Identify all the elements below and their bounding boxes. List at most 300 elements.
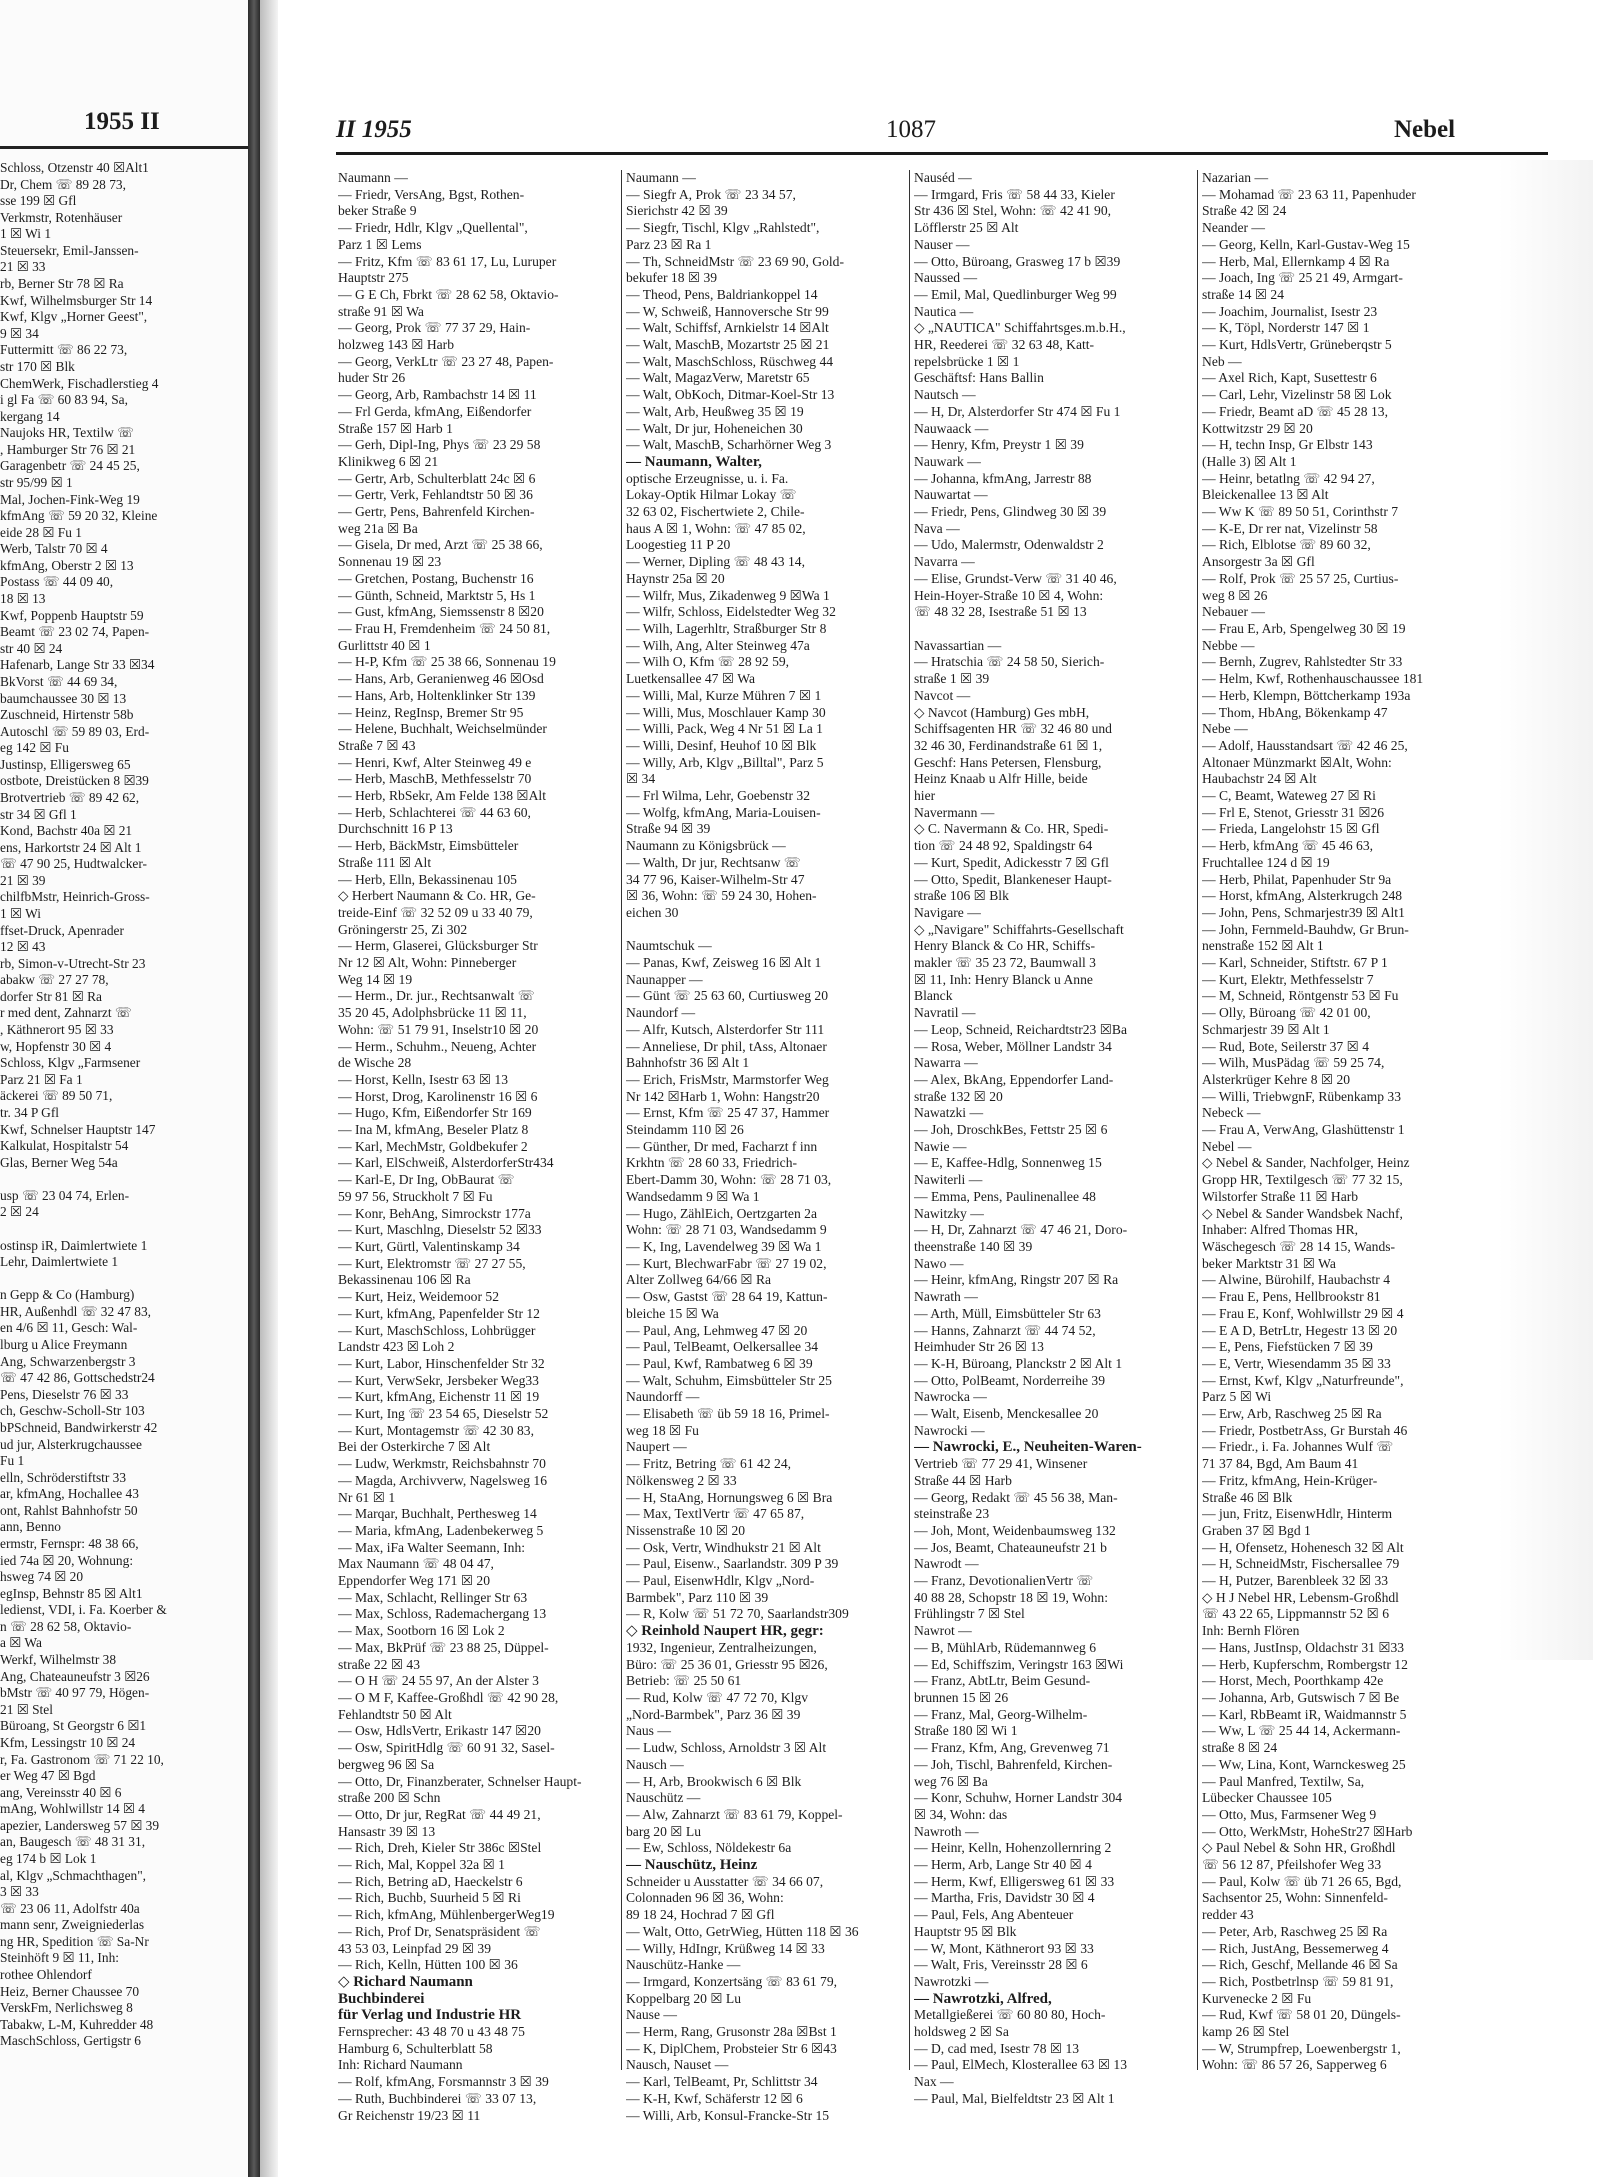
directory-entry-line: — Walt, ObKoch, Ditmar-Koel-Str 13 — [626, 387, 835, 403]
surname-heading: Naunapper — — [626, 971, 703, 987]
left-entry-line: Parz 21 ☒ Fa 1 — [0, 1071, 83, 1087]
directory-entry-line: ◇ Navcot (Hamburg) Ges mbH, — [914, 704, 1090, 720]
directory-entry-line: — C, Beamt, Wateweg 27 ☒ Ri — [1202, 788, 1376, 804]
left-entry-line: MaschSchloss, Gertigstr 6 — [0, 2033, 141, 2049]
directory-entry-line: — Maria, kfmAng, Ladenbekerweg 5 — [338, 1522, 544, 1538]
directory-entry-line: Alsterkrüger Kehre 8 ☒ 20 — [1202, 1071, 1351, 1087]
directory-entry-line: — Kurt, Gürtl, Valentinskamp 34 — [338, 1239, 520, 1254]
directory-entry-line: — Willy, Arb, Klgv „Billtal", Parz 5 — [626, 754, 824, 770]
directory-entry-line: Straße 157 ☒ Harb 1 — [338, 420, 453, 436]
surname-heading: Nebe — — [1202, 721, 1248, 737]
left-entry-line: ng HR, Spedition ☏ Sa-Nr — [0, 1933, 149, 1949]
directory-entry-line: ◇ „NAUTICA" Schiffahrtsges.m.b.H., — [914, 320, 1126, 336]
left-entry-line: VerskFm, Nerlichsweg 8 — [0, 2000, 133, 2016]
directory-entry-line: Gröningerstr 25, Zi 302 — [338, 921, 468, 937]
directory-entry-line: — Gertr, Arb, Schulterblatt 24c ☒ 6 — [338, 470, 536, 486]
surname-heading: Nawrath — — [914, 1289, 978, 1305]
left-entry-line: 21 ☒ 39 — [0, 872, 46, 888]
directory-entry-line: — K-H, Büroang, Planckstr 2 ☒ Alt 1 — [914, 1355, 1123, 1371]
directory-entry-line: — Fritz, kfmAng, Hein-Krüger- — [1202, 1472, 1378, 1488]
directory-entry-line: — Ww, Lina, Kont, Warnckesweg 25 — [1202, 1756, 1406, 1772]
surname-heading: Nebeck — — [1202, 1105, 1261, 1121]
directory-entry-line: Inh: Bernh Flören — [1202, 1623, 1300, 1639]
directory-entry-line: — Kurt, Labor, Hinschenfelder Str 32 — [338, 1355, 545, 1371]
left-entry-line: HR, Außenhdl ☏ 32 47 83, — [0, 1303, 152, 1319]
directory-entry-line: Weg 14 ☒ 19 — [338, 971, 413, 987]
left-entry-line: ☏ 47 42 86, Gottschedstr24 — [0, 1370, 155, 1386]
directory-entry-line: — Otto, PolBeamt, Norderreihe 39 — [914, 1372, 1106, 1388]
directory-entry-line: ◇ Richard Naumann — [338, 1973, 473, 1990]
directory-entry-line: — Kurt, Spedit, Adickesstr 7 ☒ Gfl — [914, 854, 1109, 870]
directory-entry-line: — M, Schneid, Röntgenstr 53 ☒ Fu — [1202, 988, 1399, 1004]
directory-entry-line: optische Erzeugnisse, u. i. Fa. — [626, 470, 789, 486]
left-entry-line: 3 ☒ 33 — [0, 1884, 39, 1900]
directory-entry-line: Wilstorfer Straße 11 ☒ Harb — [1202, 1188, 1359, 1204]
surname-heading: Navigare — — [914, 904, 981, 920]
surname-heading: Nebauer — — [1202, 604, 1266, 620]
left-entry-line: Ang, Schwarzenbergstr 3 — [0, 1353, 136, 1369]
left-entry-line: ann, Benno — [0, 1519, 61, 1535]
directory-entry-line: — Otto, Spedit, Blankeneser Haupt- — [914, 871, 1112, 887]
left-entry-line: lburg u Alice Freymann — [0, 1337, 128, 1353]
surname-heading: Naundorf — — [626, 1005, 696, 1021]
left-entry-line: Werkf, Wilhelmstr 38 — [0, 1652, 117, 1668]
directory-entry-line: — Rosa, Weber, Möllner Landstr 34 — [914, 1038, 1112, 1054]
directory-entry-line: — Th, SchneidMstr ☏ 23 69 90, Gold- — [626, 253, 845, 269]
directory-entry-line: steinstraße 23 — [914, 1506, 990, 1522]
directory-entry-line: — Carl, Lehr, Vizelinstr 58 ☒ Lok — [1202, 387, 1392, 403]
left-header-rule — [0, 146, 248, 149]
directory-entry-line: Barmbek", Parz 110 ☒ 39 — [626, 1589, 769, 1605]
directory-entry-line: für Verlag und Industrie HR — [338, 2007, 522, 2024]
directory-entry-line: — Herb, Elln, Bekassinenau 105 — [338, 871, 517, 887]
directory-entry-line: — Ludw, Werkmstr, Reichsbahnstr 70 — [338, 1456, 546, 1472]
directory-entry-line: — Karl, ElSchweiß, AlsterdorferStr434 — [338, 1155, 554, 1171]
directory-entry-line: — Walt, MaschB, Scharhörner Weg 3 — [626, 437, 832, 453]
directory-entry-line: redder 43 — [1202, 1907, 1254, 1923]
directory-entry-line: — Ww, L ☏ 25 44 14, Ackermann- — [1202, 1723, 1401, 1739]
surname-heading: Naundorff — — [626, 1389, 700, 1405]
directory-entry-line: haus A ☒ 1, Wohn: ☏ 47 85 02, — [626, 520, 806, 536]
directory-entry-line: — Irmgard, Fris ☏ 58 44 33, Kieler — [914, 186, 1115, 202]
left-entry-line: Tabakw, L-M, Kuhredder 48 — [0, 2016, 154, 2032]
directory-entry-line: ◇ Nebel & Sander, Nachfolger, Heinz — [1202, 1155, 1410, 1171]
directory-entry-line: weg 18 ☒ Fu — [626, 1422, 699, 1438]
directory-entry-line: — Max, Schlacht, Rellinger Str 63 — [338, 1589, 528, 1605]
left-entry-line: Heiz, Berner Chaussee 70 — [0, 1983, 140, 1999]
left-entry-line: ud jur, Alsterkrugchaussee — [0, 1436, 142, 1452]
directory-entry-line: beker Straße 9 — [338, 203, 417, 219]
left-entry-line: 2 ☒ 24 — [0, 1204, 39, 1220]
directory-entry-line: ◇ Reinhold Naupert HR, gegr: — [626, 1623, 824, 1640]
directory-entry-line: — Herb, BäckMstr, Eimsbütteler — [338, 838, 519, 854]
directory-entry-line: — Friedr, PostbetrAss, Gr Burstah 46 — [1202, 1422, 1408, 1438]
directory-entry-line: — Herm, Glaserei, Glücksburger Str — [338, 938, 538, 954]
left-entry-line: eide 28 ☒ Fu 1 — [0, 524, 82, 540]
directory-entry-line: weg 21a ☒ Ba — [338, 520, 418, 536]
directory-entry-line: — K, DiplChem, Probsteier Str 6 ☒43 — [626, 2040, 837, 2056]
surname-heading: Nawrocki — — [914, 1422, 985, 1438]
directory-entry-line: — Willi, Pack, Weg 4 Nr 51 ☒ La 1 — [626, 721, 823, 737]
directory-entry-line: — Hans, Arb, Geranienweg 46 ☒Osd — [338, 671, 544, 687]
directory-entry-line: holzweg 143 ☒ Harb — [338, 337, 454, 353]
directory-entry-line: — Peter, Arb, Raschweg 25 ☒ Ra — [1202, 1923, 1388, 1939]
left-entry-line: Kond, Bachstr 40a ☒ 21 — [0, 823, 133, 839]
directory-entry-line: — Marqar, Buchhalt, Perthesweg 14 — [338, 1506, 537, 1522]
directory-entry-line — [914, 621, 1204, 638]
directory-entry-line: — Adolf, Hausstandsart ☏ 42 46 25, — [1202, 737, 1408, 753]
directory-entry-line: — Rolf, Prok ☏ 25 57 25, Curtius- — [1202, 570, 1399, 586]
directory-entry-line: — H, StaAng, Hornungsweg 6 ☒ Bra — [626, 1489, 833, 1505]
directory-entry-line: 40 88 28, Schopstr 18 ☒ 19, Wohn: — [914, 1589, 1108, 1605]
left-entry-line: ar, kfmAng, Hochallee 43 — [0, 1486, 139, 1502]
directory-entry-line: — Rich, Dreh, Kieler Str 386c ☒Stel — [338, 1840, 542, 1856]
directory-entry-line — [626, 922, 916, 939]
directory-entry-line: — Max, iFa Walter Seemann, Inh: — [338, 1539, 526, 1555]
directory-entry-line: — Walt, Otto, GetrWieg, Hütten 118 ☒ 36 — [626, 1923, 859, 1939]
directory-entry-line: — Walt, Schuhm, Eimsbütteler Str 25 — [626, 1372, 832, 1388]
left-entry-line: ChemWerk, Fischadlerstieg 4 — [0, 375, 159, 391]
surname-heading: Nawarra — — [914, 1055, 978, 1071]
directory-entry-line: — Paul Manfred, Textilw, Sa, — [1202, 1773, 1365, 1789]
directory-entry-line: Steindamm 110 ☒ 26 — [626, 1122, 744, 1138]
directory-entry-line: bekufer 18 ☒ 39 — [626, 270, 718, 286]
directory-entry-line: — Herb, Philat, Papenhuder Str 9a — [1202, 871, 1392, 887]
directory-entry-line: — Nawrocki, E., Neuheiten-Waren- — [914, 1439, 1142, 1456]
directory-entry-line: 71 37 84, Bgd, Am Baum 41 — [1202, 1456, 1359, 1472]
directory-entry-line: ◇ H J Nebel HR, Lebensm-Großhdl — [1202, 1589, 1399, 1605]
right-page — [278, 0, 1600, 2177]
directory-entry-line: — Paul, Fels, Ang Abenteuer — [914, 1907, 1074, 1923]
left-entry-line: ens, Harkortstr 24 ☒ Alt 1 — [0, 839, 142, 855]
directory-entry-line: — Karl, Schneider, Stiftstr. 67 P 1 — [1202, 955, 1388, 971]
book-gutter — [248, 0, 260, 2177]
directory-entry-line: — Panas, Kwf, Zeisweg 16 ☒ Alt 1 — [626, 955, 822, 971]
directory-entry-line: — Leop, Schneid, Reichardtstr23 ☒Ba — [914, 1021, 1128, 1037]
directory-entry-line: — Henry, Kfm, Preystr 1 ☒ 39 — [914, 437, 1084, 453]
left-entry-line: Fu 1 — [0, 1453, 25, 1469]
left-entry-line: Zuschneid, Hirtenstr 58b — [0, 707, 134, 723]
directory-entry-line: — Johanna, Arb, Gutswisch 7 ☒ Be — [1202, 1689, 1400, 1705]
directory-entry-line: — Kurt, HdlsVertr, Grüneberqstr 5 — [1202, 337, 1392, 353]
directory-entry-line: Metallgießerei ☏ 60 80 80, Hoch- — [914, 2007, 1106, 2023]
directory-entry-line: — Horst, Kelln, Isestr 63 ☒ 13 — [338, 1071, 509, 1087]
directory-entry-line: — Fritz, Betring ☏ 61 42 24, — [626, 1456, 792, 1472]
left-entry-line: 9 ☒ 34 — [0, 325, 39, 341]
directory-entry-line: Fehlandtstr 50 ☒ Alt — [338, 1706, 452, 1722]
left-entry-line: n ☏ 28 62 58, Oktavio- — [0, 1618, 132, 1634]
directory-entry-line: — Frl Gerda, kfmAng, Eißendorfer — [338, 403, 532, 419]
directory-entry-line: Hansastr 39 ☒ 13 — [338, 1823, 436, 1839]
directory-entry-line: Schiffsagenten HR ☏ 32 46 80 und — [914, 721, 1112, 737]
left-entry-line: chilfbMstr, Heinrich-Gross- — [0, 889, 150, 905]
left-entry-line: a ☒ Wa — [0, 1635, 42, 1651]
directory-entry-line: — Wilh, MusPädag ☏ 59 25 74, — [1202, 1055, 1385, 1071]
directory-entry-line: — Rich, Prof Dr, Senatspräsident ☏ — [338, 1923, 541, 1939]
surname-heading: Nawrocka — — [914, 1389, 987, 1405]
directory-entry-line: Durchschnitt 16 P 13 — [338, 821, 453, 837]
directory-entry-line: — Herb, Klempn, Böttcherkamp 193a — [1202, 687, 1411, 703]
directory-entry-line: — H, SchneidMstr, Fischersallee 79 — [1202, 1556, 1400, 1572]
directory-entry-line: — Paul, Kolw ☏ üb 71 26 65, Bgd, — [1202, 1873, 1402, 1889]
directory-entry-line: — Kurt, Elektr, Methfesselstr 7 — [1202, 971, 1374, 987]
directory-entry-line: — K-E, Dr rer nat, Vizelinstr 58 — [1202, 520, 1378, 536]
directory-entry-line: Straße 94 ☒ 39 — [626, 821, 711, 837]
directory-entry-line: — Max, TextlVertr ☏ 47 65 87, — [626, 1506, 805, 1522]
directory-entry-line: theenstraße 140 ☒ 39 — [914, 1239, 1033, 1254]
directory-entry-line: — Friedr, VersAng, Bgst, Rothen- — [338, 186, 525, 202]
directory-entry-line: Geschäftsf: Hans Ballin — [914, 370, 1044, 386]
directory-entry-line: — Frieda, Langelohstr 15 ☒ Gfl — [1202, 821, 1380, 837]
directory-entry-line: — Karl-E, Dr Ing, ObBaurat ☏ — [338, 1172, 515, 1188]
directory-entry-line: — Wilh, Ang, Alter Steinweg 47a — [626, 637, 810, 653]
directory-entry-line: — Rud, Bote, Seilerstr 37 ☒ 4 — [1202, 1038, 1369, 1054]
directory-entry-line: Koppelbarg 20 ☒ Lu — [626, 1990, 742, 2006]
directory-entry-line: — Gisela, Dr med, Arzt ☏ 25 38 66, — [338, 537, 543, 553]
left-entry-line: rb, Berner Str 78 ☒ Ra — [0, 276, 124, 292]
directory-entry-line: Wandsedamm 9 ☒ Wa 1 — [626, 1188, 760, 1204]
directory-entry-line: Haynstr 25a ☒ 20 — [626, 570, 725, 586]
directory-entry-line: — G E Ch, Fbrkt ☏ 28 62 58, Oktavio- — [338, 286, 559, 302]
surname-heading: Neander — — [1202, 220, 1266, 236]
directory-entry-line: — H, Dr, Zahnarzt ☏ 47 46 21, Doro- — [914, 1222, 1128, 1238]
directory-entry-line: 35 20 45, Adolphsbrücke 11 ☒ 11, — [338, 1005, 527, 1021]
directory-entry-line: Buchbinderei — [338, 1990, 425, 2007]
directory-entry-line: — Siegfr A, Prok ☏ 23 34 57, — [626, 186, 796, 202]
directory-entry-line: — Frau E, Pens, Hellbrookstr 81 — [1202, 1289, 1381, 1305]
directory-entry-line: HR, Reederei ☏ 32 63 48, Katt- — [914, 337, 1095, 353]
directory-entry-line: — Rich, Betring aD, Haeckelstr 6 — [338, 1873, 523, 1889]
directory-entry-line: ◇ Herbert Naumann & Co. HR, Ge- — [338, 888, 536, 904]
left-entry-line: bMstr ☏ 40 97 79, Högen- — [0, 1685, 150, 1701]
directory-entry-line: Altonaer Münzmarkt ☒Alt, Wohn: — [1202, 754, 1392, 770]
left-entry-line: ermstr, Fernspr: 48 38 66, — [0, 1535, 139, 1551]
directory-entry-line: Straße 7 ☒ 43 — [338, 737, 416, 753]
directory-entry-line: Straße 46 ☒ Blk — [1202, 1489, 1293, 1505]
directory-entry-line: — Herb, Kupferschm, Rombergstr 12 — [1202, 1656, 1408, 1672]
directory-entry-line: — Kurt, BlechwarFabr ☏ 27 19 02, — [626, 1255, 827, 1271]
directory-entry-line: — Herb, Mal, Ellernkamp 4 ☒ Ra — [1202, 253, 1390, 269]
page-number: 1087 — [886, 116, 936, 143]
directory-entry-line: ☒ 34 — [626, 771, 656, 787]
directory-entry-line: — Hans, Arb, Holtenklinker Str 139 — [338, 687, 536, 703]
directory-entry-line: — Wilfr, Mus, Zikadenweg 9 ☒Wa 1 — [626, 587, 830, 603]
directory-entry-line: — H, Ofensetz, Hohenesch 32 ☒ Alt — [1202, 1539, 1404, 1555]
directory-entry-line: Vertrieb ☏ 77 29 41, Winsener — [914, 1456, 1088, 1472]
directory-entry-line: Hamburg 6, Schulterblatt 58 — [338, 2040, 493, 2056]
directory-entry-line: — Udo, Malermstr, Odenwaldstr 2 — [914, 537, 1104, 553]
left-entry-line — [0, 1221, 240, 1238]
directory-entry-line: treide-Einf ☏ 32 52 09 u 33 40 79, — [338, 904, 533, 920]
directory-entry-line: — Rich, Buchb, Suurheid 5 ☒ Ri — [338, 1890, 521, 1906]
left-entry-line: ledienst, VDI, i. Fa. Koerber & — [0, 1602, 167, 1618]
directory-entry-line: straße 14 ☒ 24 — [1202, 286, 1285, 302]
directory-entry-line: — K-H, Kwf, Schäferstr 12 ☒ 6 — [626, 2090, 803, 2106]
left-entry-line — [0, 1171, 240, 1188]
directory-entry-line: — Gust, kfmAng, Siemssenstr 8 ☒20 — [338, 604, 544, 620]
directory-entry-line: — Paul, EisenwHdlr, Klgv „Nord- — [626, 1573, 815, 1589]
left-entry-line: kfmAng, Oberstr 2 ☒ 13 — [0, 557, 134, 573]
left-page-fragment — [0, 0, 248, 2177]
directory-column-3 — [914, 170, 1204, 2108]
directory-entry-line: — Ernst, Kfm ☏ 25 47 37, Hammer — [626, 1105, 830, 1121]
surname-heading: Nawatzki — — [914, 1105, 984, 1121]
directory-entry-line: — Heinr, Kelln, Hohenzollernring 2 — [914, 1840, 1112, 1856]
directory-entry-line: bleiche 15 ☒ Wa — [626, 1305, 719, 1321]
directory-entry-line: — Paul, Ang, Lehmweg 47 ☒ 20 — [626, 1322, 808, 1338]
directory-entry-line: Betrieb: ☏ 25 50 61 — [626, 1673, 742, 1689]
directory-entry-line: 32 46 30, Ferdinandstraße 61 ☒ 1, — [914, 737, 1103, 753]
directory-entry-line: — W, Strumpfrep, Loewenbergstr 1, — [1202, 2040, 1401, 2056]
directory-entry-line: Fernsprecher: 43 48 70 u 43 48 75 — [338, 2024, 525, 2040]
directory-entry-line: Alter Zollweg 64/66 ☒ Ra — [626, 1272, 772, 1288]
left-entry-line: Kwf, Klgv „Horner Geest", — [0, 309, 148, 325]
left-entry-line: kergang 14 — [0, 408, 60, 424]
gutter-shadow — [260, 0, 278, 2177]
directory-entry-line: — Günt ☏ 25 63 60, Curtiusweg 20 — [626, 988, 829, 1004]
directory-entry-line: 89 18 24, Hochrad 7 ☒ Gfl — [626, 1907, 775, 1923]
directory-entry-line: — Gertr, Verk, Fehlandtstr 50 ☒ 36 — [338, 487, 533, 503]
directory-entry-line: ◇ C. Navermann & Co. HR, Spedi- — [914, 821, 1109, 837]
left-entry-line: n Gepp & Co (Hamburg) — [0, 1287, 135, 1303]
left-entry-line: Hafenarb, Lange Str 33 ☒34 — [0, 657, 155, 673]
directory-entry-line: — Henri, Kwf, Alter Steinweg 49 e — [338, 754, 532, 770]
directory-entry-line: straße 132 ☒ 20 — [914, 1088, 1003, 1104]
directory-entry-line: — Elisabeth ☏ üb 59 18 16, Primel- — [626, 1406, 830, 1422]
left-entry-line: Postass ☏ 44 09 40, — [0, 574, 114, 590]
directory-entry-line: — Theod, Pens, Baldriankoppel 14 — [626, 286, 818, 302]
left-entry-line: 21 ☒ Stel — [0, 1701, 53, 1717]
directory-entry-line: — Willi, Mus, Moschlauer Kamp 30 — [626, 704, 826, 720]
directory-entry-line: Haubachstr 24 ☒ Alt — [1202, 771, 1317, 787]
directory-entry-line: — O H ☏ 24 55 97, An der Alster 3 — [338, 1673, 539, 1689]
directory-entry-line: beker Marktstr 31 ☒ Wa — [1202, 1255, 1336, 1271]
directory-entry-line: ◇ „Navigare" Schiffahrts-Gesellschaft — [914, 921, 1124, 937]
directory-entry-line: — Kurt, VerwSekr, Jersbeker Weg33 — [338, 1372, 539, 1388]
directory-entry-line: de Wische 28 — [338, 1055, 412, 1071]
directory-entry-line: — Herm., Schuhm., Neueng, Achter — [338, 1038, 537, 1054]
left-entry-line: i gl Fa ☏ 60 83 94, Sa, — [0, 392, 128, 408]
directory-entry-line: Fruchtallee 124 d ☒ 19 — [1202, 854, 1330, 870]
directory-entry-line: — Hugo, Kfm, Eißendorfer Str 169 — [338, 1105, 532, 1121]
directory-entry-line: — Heinr, kfmAng, Ringstr 207 ☒ Ra — [914, 1272, 1119, 1288]
directory-entry-line: — Ludw, Schloss, Arnoldstr 3 ☒ Alt — [626, 1740, 827, 1756]
directory-entry-line: — Otto, Mus, Farmsener Weg 9 — [1202, 1806, 1377, 1822]
left-entry-line: Beamt ☏ 23 02 74, Papen- — [0, 624, 150, 640]
directory-entry-line: Blanck — [914, 988, 953, 1004]
directory-entry-line: — Otto, Dr, Finanzberater, Schnelser Haupt- — [338, 1773, 582, 1789]
directory-entry-line: — John, Fernmeld-Bauhdw, Gr Brun- — [1202, 921, 1409, 937]
directory-entry-line: „Nord-Barmbek", Parz 36 ☒ 39 — [626, 1706, 801, 1722]
left-entry-line: Lehr, Daimlertwiete 1 — [0, 1254, 119, 1270]
directory-entry-line: — Naumann, Walter, — [626, 453, 762, 470]
left-entry-line: Schloss, Klgv „Farmsener — [0, 1055, 141, 1071]
left-entry-line: kfmAng ☏ 59 20 32, Kleine — [0, 508, 158, 524]
directory-entry-line: Heinz Knaab u Alfr Hille, beide — [914, 771, 1088, 787]
left-entry-line: eg 174 b ☒ Lok 1 — [0, 1850, 97, 1866]
left-entry-line: w, Hopfenstr 30 ☒ 4 — [0, 1038, 112, 1054]
surname-heading: Nausch, Nauset — — [626, 2057, 729, 2073]
directory-entry-line: — Georg, VerkLtr ☏ 23 27 48, Papen- — [338, 353, 554, 369]
left-entry-line: Steinhöft 9 ☒ 11, Inh: — [0, 1950, 119, 1966]
left-entry-line: Kfm, Lessingstr 10 ☒ 24 — [0, 1734, 136, 1750]
left-entry-line: egInsp, Behnstr 85 ☒ Alt1 — [0, 1585, 143, 1601]
surname-heading: Nauser — — [914, 236, 970, 252]
directory-entry-line: Kottwitzstr 29 ☒ 20 — [1202, 420, 1313, 436]
left-entry-line: str 170 ☒ Blk — [0, 358, 75, 374]
directory-entry-line: — Joachim, Journalist, Isestr 23 — [1202, 303, 1378, 319]
directory-entry-line: — Emma, Pens, Paulinenallee 48 — [914, 1188, 1096, 1204]
directory-entry-line: — Alw, Zahnarzt ☏ 83 61 79, Koppel- — [626, 1806, 843, 1822]
directory-entry-line: Wäschegesch ☏ 28 14 15, Wands- — [1202, 1239, 1396, 1254]
directory-entry-line: Gr Reichenstr 19/23 ☒ 11 — [338, 2107, 481, 2123]
surname-heading: Navarra — — [914, 554, 975, 570]
directory-entry-line: Straße 42 ☒ 24 — [1202, 203, 1287, 219]
directory-entry-line: barg 20 ☒ Lu — [626, 1823, 701, 1839]
directory-entry-line: — Werner, Dipling ☏ 48 43 14, — [626, 554, 805, 570]
surname-heading: Naussed — — [914, 270, 978, 286]
surname-heading: Nebel — — [1202, 1138, 1252, 1154]
directory-entry-line: — Kurt, Maschlng, Dieselstr 52 ☒33 — [338, 1222, 542, 1238]
directory-entry-line: Sachsentor 25, Wohn: Sinnenfeld- — [1202, 1890, 1388, 1906]
directory-entry-line: Graben 37 ☒ Bgd 1 — [1202, 1522, 1311, 1538]
directory-entry-line: — Hratschia ☏ 24 58 50, Sierich- — [914, 654, 1105, 670]
directory-entry-line: Wohn: ☏ 28 71 03, Wandsedamm 9 — [626, 1222, 827, 1238]
header-rule — [336, 152, 1548, 155]
surname-heading: Nauwaack — — [914, 420, 989, 436]
directory-entry-line: Hauptstr 95 ☒ Blk — [914, 1923, 1017, 1939]
left-entry-line: str 34 ☒ Gfl 1 — [0, 806, 77, 822]
directory-entry-line: hier — [914, 788, 936, 804]
left-entry-line: , Käthnerort 95 ☒ 33 — [0, 1022, 114, 1038]
directory-entry-line: Parz 1 ☒ Lems — [338, 236, 422, 252]
directory-entry-line: straße 200 ☒ Schn — [338, 1790, 441, 1806]
directory-entry-line: — Bernh, Zugrev, Rahlstedter Str 33 — [1202, 654, 1403, 670]
directory-entry-line: — Martha, Fris, Davidstr 30 ☒ 4 — [914, 1890, 1095, 1906]
left-entry-line: al, Klgv „Schmachthagen", — [0, 1867, 147, 1883]
directory-entry-line: — Helene, Buchhalt, Weichselmünder — [338, 721, 547, 737]
directory-entry-line: — Georg, Arb, Rambachstr 14 ☒ 11 — [338, 387, 537, 403]
surname-heading: Naumtschuk — — [626, 938, 712, 954]
directory-entry-line: — Walt, Eisenb, Menckesallee 20 — [914, 1406, 1099, 1422]
directory-entry-line: brunnen 15 ☒ 26 — [914, 1689, 1009, 1705]
directory-entry-line: — Frl E, Stenot, Griesstr 31 ☒26 — [1202, 804, 1385, 820]
surname-heading: Nausch — — [626, 1756, 684, 1772]
directory-entry-line: — Franz, AbtLtr, Beim Gesund- — [914, 1673, 1091, 1689]
directory-entry-line: — Friedr, Beamt aD ☏ 45 28 13, — [1202, 403, 1388, 419]
directory-entry-line: — Emil, Mal, Quedlinburger Weg 99 — [914, 286, 1117, 302]
directory-entry-line: Nr 61 ☒ 1 — [338, 1489, 396, 1505]
running-head-left: II 1955 — [336, 116, 412, 143]
directory-entry-line: — Frau H, Fremdenheim ☏ 24 50 81, — [338, 620, 551, 636]
directory-entry-line: — Rud, Kolw ☏ 47 72 70, Klgv — [626, 1689, 809, 1705]
directory-entry-line: Nr 142 ☒Harb 1, Wohn: Hangstr20 — [626, 1088, 820, 1104]
left-entry-line: elln, Schröderstiftstr 33 — [0, 1469, 127, 1485]
directory-entry-line: — Anneliese, Dr phil, tAss, Altonaer — [626, 1038, 827, 1054]
left-entry-line: 21 ☒ 33 — [0, 259, 46, 275]
surname-heading: Nawrotzki — — [914, 1973, 989, 1989]
directory-entry-line: — Nawrotzki, Alfred, — [914, 1990, 1052, 2007]
directory-entry-line: Schneider u Ausstatter ☏ 34 66 07, — [626, 1873, 824, 1889]
directory-entry-line: — Ruth, Buchbinderei ☏ 33 07 13, — [338, 2090, 537, 2106]
left-entry-line: abakw ☏ 27 27 78, — [0, 972, 109, 988]
directory-entry-line: — Rich, Elblotse ☏ 89 60 32, — [1202, 537, 1371, 553]
directory-entry-line: — H, Arb, Brookwisch 6 ☒ Blk — [626, 1773, 802, 1789]
directory-entry-line: Lübecker Chaussee 105 — [1202, 1790, 1332, 1806]
left-entry-line: baumchaussee 30 ☒ 13 — [0, 690, 127, 706]
surname-heading: Nauschütz-Hanke — — [626, 1957, 741, 1973]
left-entry-line: mAng, Wohlwillstr 14 ☒ 4 — [0, 1801, 145, 1817]
